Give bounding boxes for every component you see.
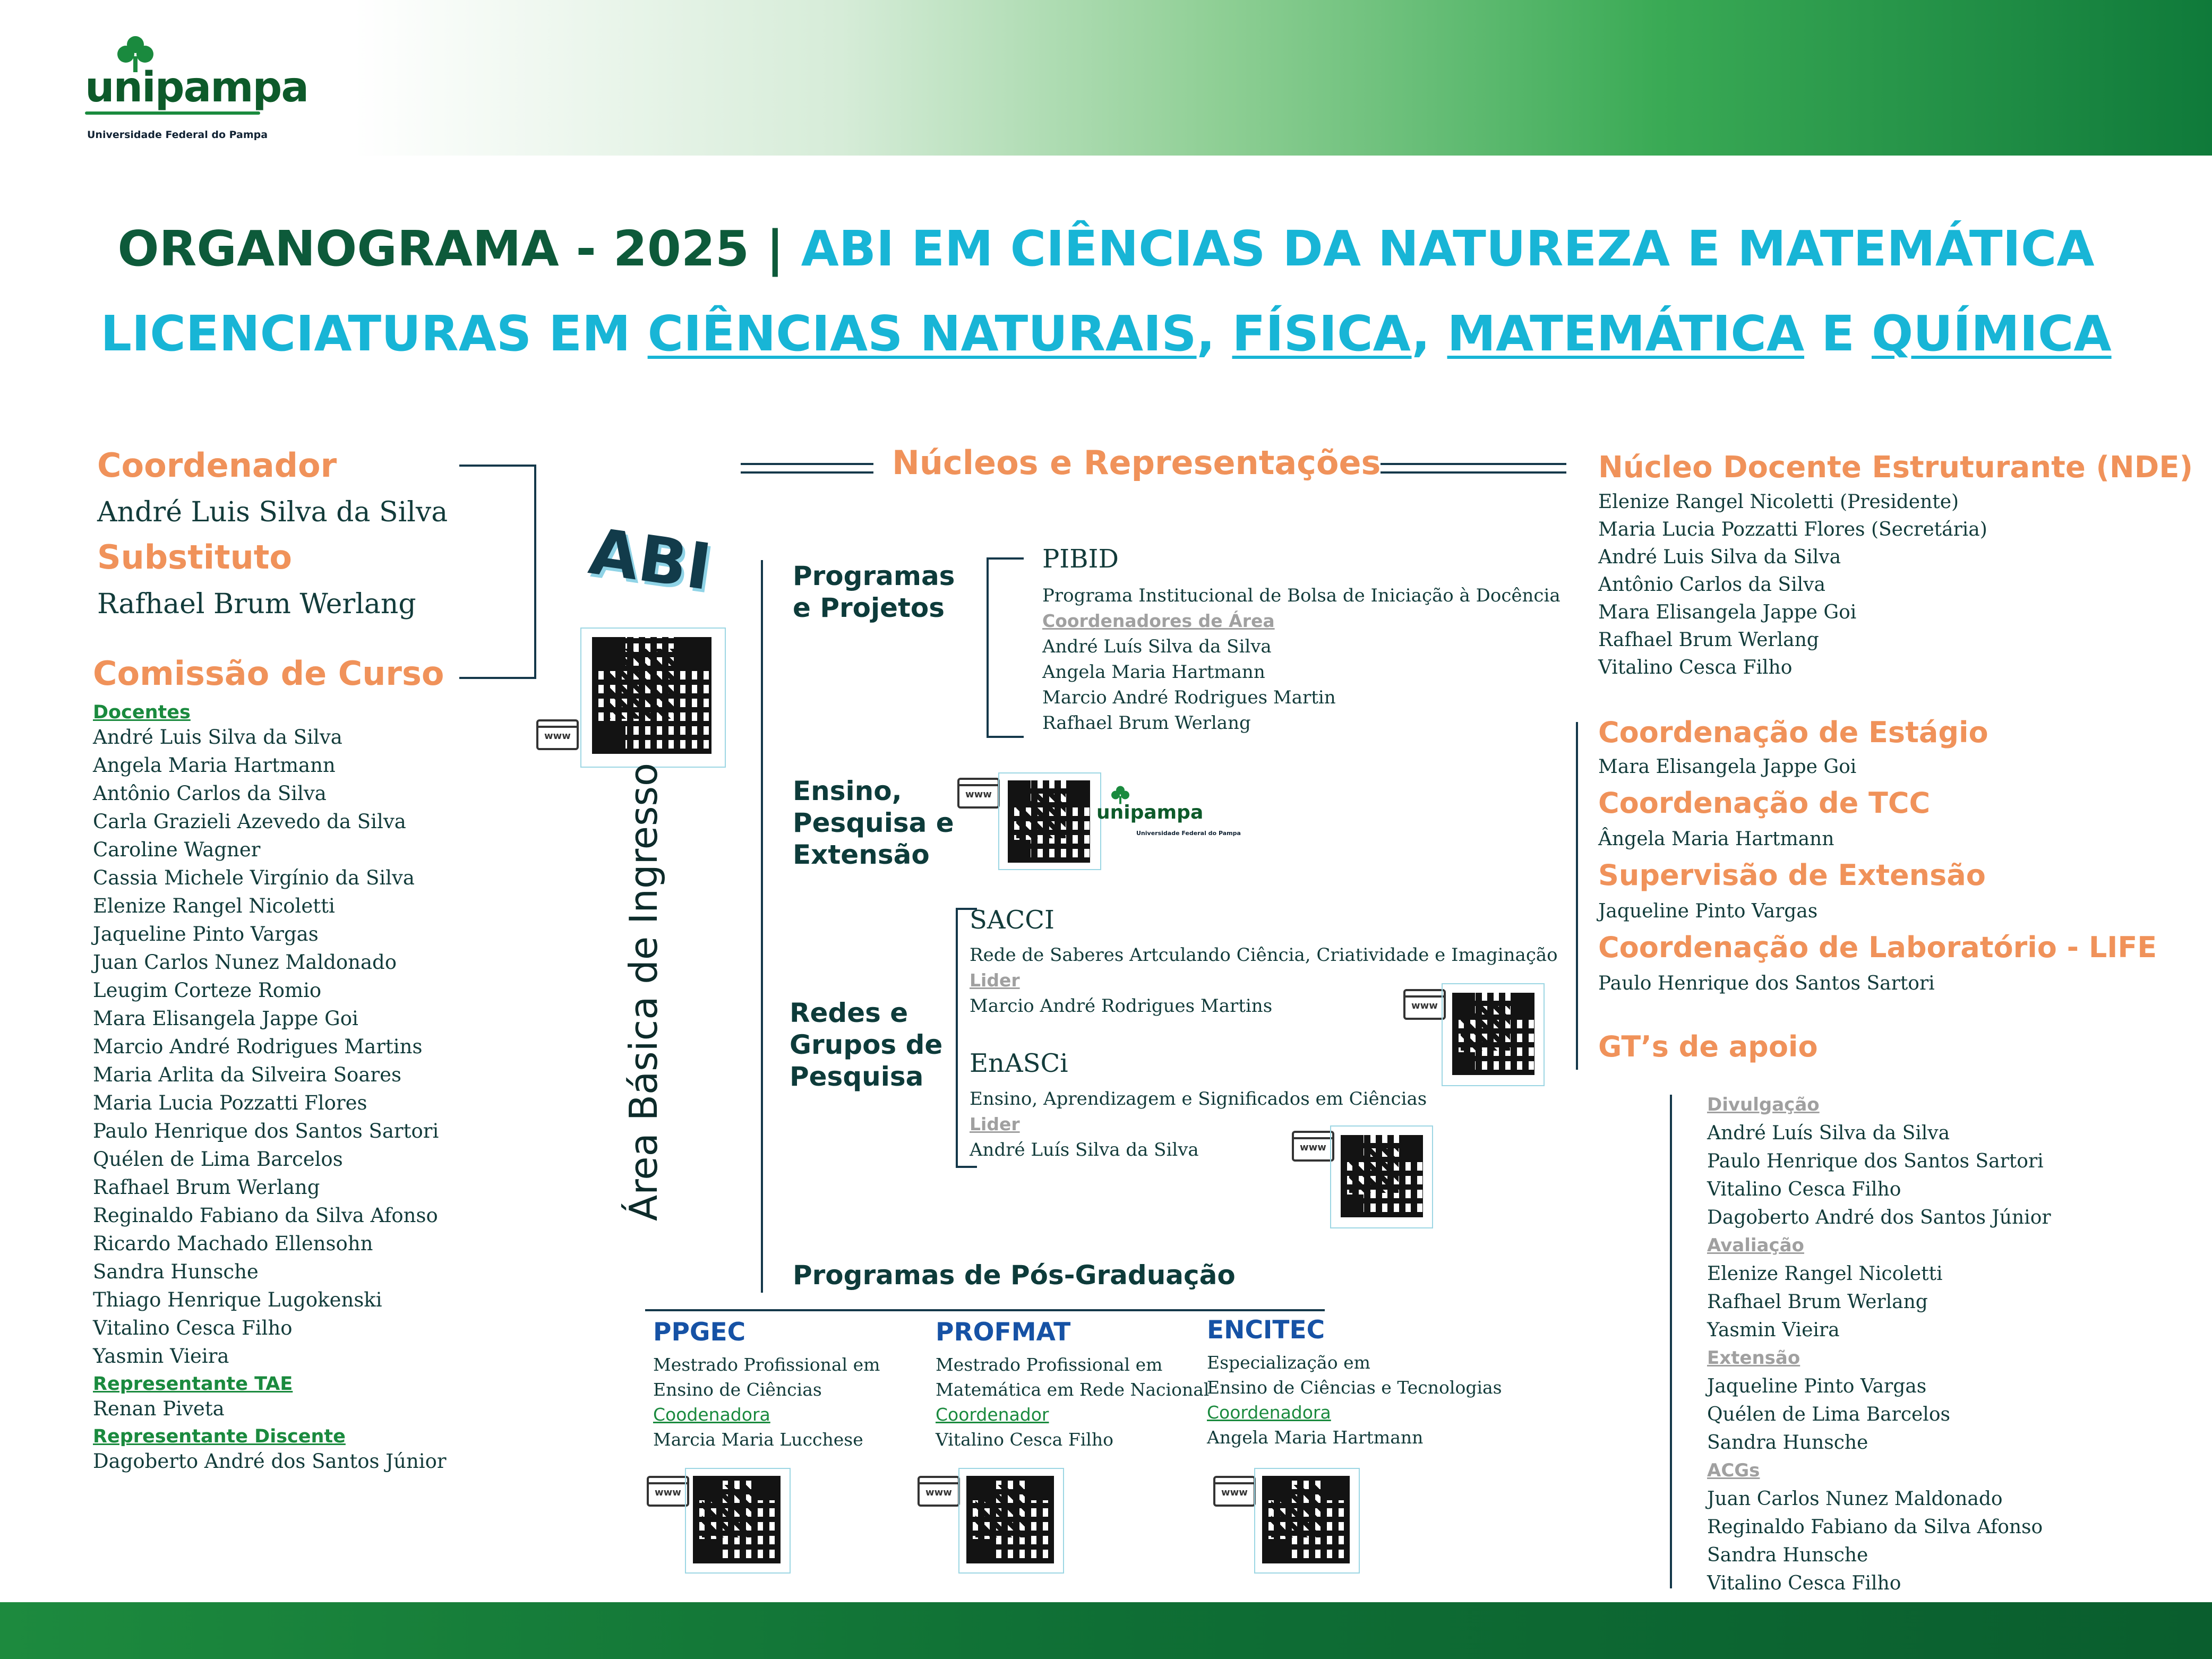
pibid-bracket-bottom: [987, 736, 1024, 738]
enasci-qr-code[interactable]: [1341, 1135, 1423, 1217]
comma-2: ,: [1411, 305, 1430, 362]
extensao-item: Jaqueline Pinto Vargas: [1707, 1376, 1927, 1397]
logo-underline: [85, 111, 260, 115]
docente-item: Angela Maria Hartmann: [93, 754, 336, 777]
avaliacao-item: Rafhael Brum Werlang: [1707, 1291, 1928, 1313]
programas-line1: Programas: [793, 561, 955, 591]
ppgec-desc1: Mestrado Profissional em: [653, 1354, 880, 1375]
ext-title: Supervisão de Extensão: [1598, 858, 1986, 892]
comma-1: ,: [1196, 305, 1215, 362]
sacci-lider-label: Lider: [970, 970, 1020, 991]
docente-item: Maria Arlita da Silveira Soares: [93, 1063, 401, 1086]
nucleos-line-right: [1381, 463, 1566, 465]
divulgacao-item: Dagoberto André dos Santos Júnior: [1707, 1207, 2051, 1228]
abi-qr-code[interactable]: [592, 637, 711, 754]
course-ciencias-naturais[interactable]: CIÊNCIAS NATURAIS: [647, 305, 1197, 362]
redes-bracket-vertical: [956, 908, 958, 1168]
unipampa-small-subtitle: Universidade Federal do Pampa: [1136, 830, 1241, 837]
docente-item: Leugim Corteze Romio: [93, 979, 322, 1002]
profmat-title: PROFMAT: [936, 1318, 1071, 1347]
pibid-block: [1042, 583, 1561, 736]
center-vertical-line: [761, 560, 763, 1293]
estagio-title: Coordenação de Estágio: [1598, 716, 1988, 749]
tcc-name: Ângela Maria Hartmann: [1598, 828, 1834, 850]
avaliacao-label: Avaliação: [1707, 1235, 1804, 1256]
sacci-desc: Rede de Saberes Artculando Ciência, Criatividade e Imaginação: [970, 944, 1558, 966]
comissao-list: [93, 702, 465, 1475]
encitec-desc1: Especialização em: [1207, 1352, 1370, 1373]
enasci-lider-label: Lider: [970, 1114, 1020, 1134]
redes-line1: Redes e: [790, 998, 908, 1028]
tae-label: Representante TAE: [93, 1373, 293, 1395]
abi-badge: ABI: [585, 514, 716, 605]
docente-item: Sandra Hunsche: [93, 1260, 259, 1283]
pibid-coord-label: Coordenadores de Área: [1042, 611, 1275, 631]
acgs-list: [1707, 1485, 2051, 1597]
comissao-label: Comissão de Curso: [93, 654, 444, 693]
title-organograma: ORGANOGRAMA - 2025: [117, 220, 749, 277]
estagio-name: Mara Elisangela Jappe Goi: [1598, 756, 1857, 778]
pibid-bracket-top: [987, 557, 1024, 560]
divulgacao-item: Vitalino Cesca Filho: [1707, 1179, 1901, 1200]
course-matematica[interactable]: MATEMÁTICA: [1447, 305, 1805, 362]
header-gradient-bar: [0, 0, 2212, 156]
pos-title: Programas de Pós-Graduação: [793, 1260, 1236, 1291]
ext-name: Jaqueline Pinto Vargas: [1598, 900, 1818, 922]
pibid-coord-item: Angela Maria Hartmann: [1042, 661, 1265, 683]
redes-line2: Grupos de: [790, 1029, 943, 1060]
profmat-qr-code[interactable]: [966, 1476, 1054, 1563]
unipampa-small-logo: unipampa: [1096, 802, 1204, 823]
course-fisica[interactable]: FÍSICA: [1232, 305, 1412, 362]
docente-item: Ricardo Machado Ellensohn: [93, 1232, 373, 1255]
divulgacao-list: [1707, 1119, 2051, 1232]
ensino-line3: Extensão: [793, 839, 930, 870]
encitec-qr-code[interactable]: [1262, 1476, 1350, 1563]
ensino-label: [793, 775, 954, 871]
nucleos-line-left2: [741, 471, 873, 474]
docente-item: Antônio Carlos da Silva: [93, 782, 327, 805]
bracket-top: [459, 465, 536, 467]
docente-item: Juan Carlos Nunez Maldonado: [93, 951, 397, 974]
pibid-bracket-vertical: [987, 557, 989, 738]
right-vertical-line: [1576, 722, 1578, 1070]
docente-item: Maria Lucia Pozzatti Flores: [93, 1091, 367, 1114]
profmat-coord: Vitalino Cesca Filho: [936, 1429, 1113, 1450]
docente-item: Vitalino Cesca Filho: [93, 1317, 293, 1339]
acgs-item: Sandra Hunsche: [1707, 1544, 1868, 1566]
avaliacao-item: Yasmin Vieira: [1707, 1319, 1840, 1341]
encitec-desc2: Ensino de Ciências e Tecnologias: [1207, 1377, 1502, 1398]
pibid-title: PIBID: [1042, 544, 1119, 574]
nde-item: André Luis Silva da Silva: [1598, 546, 1841, 568]
profmat-www-icon: www: [918, 1476, 960, 1507]
ensino-line2: Pesquisa e: [793, 807, 954, 838]
www-icon: www: [536, 719, 579, 750]
docente-item: Rafhael Brum Werlang: [93, 1176, 320, 1199]
docente-item: Elenize Rangel Nicoletti: [93, 895, 335, 917]
profmat-block: [936, 1318, 1209, 1452]
ensino-qr-code[interactable]: [1008, 780, 1090, 863]
sacci-qr-code[interactable]: [1452, 993, 1534, 1075]
page-title-line2: [0, 305, 2212, 362]
tcc-title: Coordenação de TCC: [1598, 786, 1931, 820]
docente-item: Yasmin Vieira: [93, 1345, 229, 1368]
sacci-www-icon: www: [1403, 989, 1446, 1020]
encitec-block: [1207, 1316, 1502, 1450]
area-basica-vertical: Área Básica de Ingresso: [621, 762, 666, 1221]
enasci-lider: André Luís Silva da Silva: [970, 1139, 1199, 1161]
encitec-title: ENCITEC: [1207, 1316, 1325, 1345]
acgs-label: ACGs: [1707, 1460, 1760, 1481]
profmat-coord-label: Coordenador: [936, 1404, 1049, 1425]
coordenador-label: Coordenador: [97, 446, 337, 485]
lab-title: Coordenação de Laboratório - LIFE: [1598, 931, 2157, 964]
ppgec-qr-code[interactable]: [693, 1476, 781, 1563]
logo-subtitle: Universidade Federal do Pampa: [87, 129, 268, 141]
programas-line2: e Projetos: [793, 592, 945, 623]
ppgec-coord: Marcia Maria Lucchese: [653, 1429, 863, 1450]
nde-item: Elenize Rangel Nicoletti (Presidente): [1598, 491, 1959, 513]
logo-text: unipampa: [85, 64, 308, 111]
redes-bracket-bottom: [956, 1166, 977, 1168]
title-licenciaturas: LICENCIATURAS EM: [100, 305, 631, 362]
docente-item: Thiago Henrique Lugokenski: [93, 1288, 382, 1311]
title-and: E: [1821, 305, 1855, 362]
ppgec-coord-label: Coodenadora: [653, 1404, 770, 1425]
nde-item: Rafhael Brum Werlang: [1598, 629, 1819, 651]
pibid-coords: [1042, 634, 1561, 736]
pos-line: [645, 1309, 1325, 1311]
extensao-item: Sandra Hunsche: [1707, 1432, 1868, 1454]
acgs-item: Reginaldo Fabiano da Silva Afonso: [1707, 1516, 2043, 1538]
encitec-coord: Angela Maria Hartmann: [1207, 1427, 1424, 1448]
docente-item: Paulo Henrique dos Santos Sartori: [93, 1120, 439, 1142]
nde-list: [1598, 488, 1987, 682]
docente-item: Jaqueline Pinto Vargas: [93, 923, 319, 945]
gts-title: GT’s de apoio: [1598, 1030, 1818, 1063]
ppgec-block: [653, 1318, 880, 1452]
docente-item: Marcio André Rodrigues Martins: [93, 1035, 423, 1058]
profmat-desc1: Mestrado Profissional em: [936, 1354, 1163, 1375]
programas-projetos-label: [793, 560, 955, 624]
extensao-label: Extensão: [1707, 1347, 1801, 1369]
ppgec-title: PPGEC: [653, 1318, 746, 1347]
discente-label: Representante Discente: [93, 1426, 346, 1447]
coordenador-name: André Luis Silva da Silva: [97, 496, 448, 528]
encitec-www-icon: www: [1213, 1476, 1256, 1507]
sacci-title: SACCI: [970, 905, 1054, 935]
nde-item: Maria Lucia Pozzatti Flores (Secretária): [1598, 519, 1987, 540]
docente-item: Quélen de Lima Barcelos: [93, 1148, 343, 1171]
enasci-desc: Ensino, Aprendizagem e Significados em Ciências: [970, 1088, 1427, 1110]
ensino-www-icon: www: [957, 778, 1000, 809]
ppgec-desc2: Ensino de Ciências: [653, 1379, 822, 1400]
substituto-label: Substituto: [97, 538, 292, 577]
extensao-list: [1707, 1372, 2051, 1457]
nde-item: Mara Elisangela Jappe Goi: [1598, 601, 1857, 623]
ensino-line1: Ensino,: [793, 776, 902, 806]
avaliacao-item: Elenize Rangel Nicoletti: [1707, 1263, 1943, 1285]
divulgacao-label: Divulgação: [1707, 1094, 1820, 1115]
footer-bar: [0, 1602, 2212, 1659]
gts-vertical-line: [1670, 1095, 1672, 1588]
redes-label: [790, 997, 942, 1093]
tae-name: Renan Piveta: [93, 1397, 225, 1420]
course-quimica[interactable]: QUÍMICA: [1871, 305, 2112, 362]
nucleos-line-right2: [1381, 471, 1566, 474]
enasci-title: EnASCi: [970, 1048, 1068, 1078]
nucleos-title: Núcleos e Representações: [892, 443, 1381, 482]
gts-list: [1707, 1091, 2051, 1597]
docentes-list: [93, 723, 465, 1370]
nde-title: Núcleo Docente Estruturante (NDE): [1598, 450, 2193, 485]
docente-item: Carla Grazieli Azevedo da Silva: [93, 810, 406, 833]
pibid-coord-item: Rafhael Brum Werlang: [1042, 712, 1251, 734]
pibid-desc: Programa Institucional de Bolsa de Iniciação à Docência: [1042, 585, 1561, 606]
acgs-item: Vitalino Cesca Filho: [1707, 1572, 1901, 1594]
nde-item: Antônio Carlos da Silva: [1598, 574, 1825, 596]
title-separator: |: [766, 220, 784, 277]
pibid-coord-item: André Luís Silva da Silva: [1042, 636, 1272, 657]
nde-item: Vitalino Cesca Filho: [1598, 657, 1793, 678]
bracket-vertical: [534, 465, 536, 679]
encitec-coord-label: Coordenadora: [1207, 1402, 1331, 1423]
docente-item: Mara Elisangela Jappe Goi: [93, 1007, 358, 1030]
docente-item: Caroline Wagner: [93, 838, 261, 861]
docentes-label: Docentes: [93, 702, 191, 723]
title-abi: ABI EM CIÊNCIAS DA NATUREZA E MATEMÁTICA: [801, 220, 2095, 277]
docente-item: Reginaldo Fabiano da Silva Afonso: [93, 1204, 438, 1227]
divulgacao-item: Paulo Henrique dos Santos Sartori: [1707, 1150, 2044, 1172]
bracket-bottom: [459, 677, 536, 679]
docente-item: Cassia Michele Virgínio da Silva: [93, 866, 415, 889]
pibid-coord-item: Marcio André Rodrigues Martin: [1042, 687, 1336, 708]
docente-item: André Luis Silva da Silva: [93, 726, 342, 749]
enasci-www-icon: www: [1292, 1131, 1334, 1162]
discente-name: Dagoberto André dos Santos Júnior: [93, 1450, 447, 1473]
page-title-line1: [0, 220, 2212, 277]
lab-name: Paulo Henrique dos Santos Sartori: [1598, 973, 1935, 994]
divulgacao-item: André Luís Silva da Silva: [1707, 1122, 1950, 1144]
ppgec-www-icon: www: [647, 1476, 689, 1507]
avaliacao-list: [1707, 1260, 2051, 1344]
profmat-desc2: Matemática em Rede Nacional: [936, 1379, 1210, 1400]
acgs-item: Juan Carlos Nunez Maldonado: [1707, 1488, 2003, 1510]
nucleos-line-left: [741, 463, 873, 465]
extensao-item: Quélen de Lima Barcelos: [1707, 1404, 1950, 1425]
sacci-lider: Marcio André Rodrigues Martins: [970, 995, 1273, 1017]
coordinations-block: [1598, 714, 2157, 1000]
redes-line3: Pesquisa: [790, 1061, 924, 1092]
substituto-name: Rafhael Brum Werlang: [97, 588, 416, 620]
